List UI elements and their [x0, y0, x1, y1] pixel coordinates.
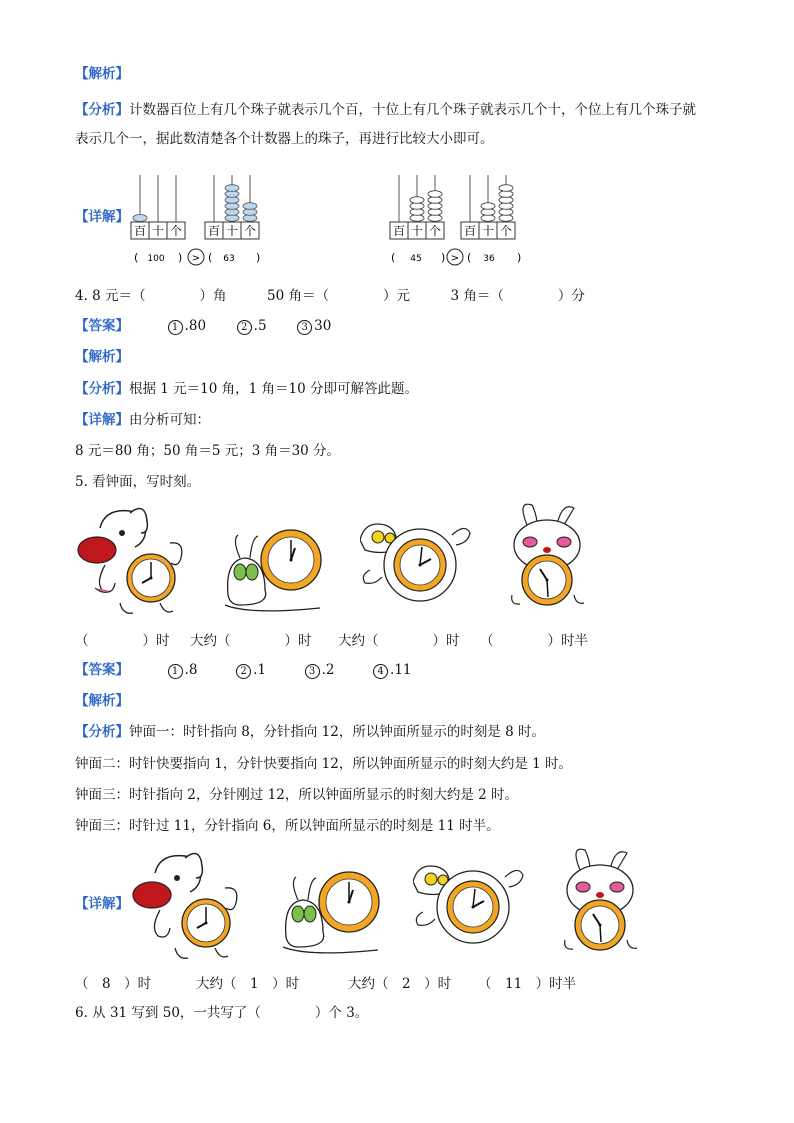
dog-clock-picture-2: [130, 848, 240, 963]
filled-clock-1: （ 8 ）时: [75, 976, 152, 992]
fenxi-tag: 【分析】: [75, 724, 129, 740]
question-5: 5. 看钟面，写时刻。: [75, 474, 201, 490]
abacus-63: [205, 175, 259, 239]
answer-value: 30: [314, 318, 332, 334]
svg-text:): ): [256, 251, 261, 264]
question-6: 6. 从 31 写到 50，一共写了（ ）个 3。: [75, 1005, 369, 1021]
abacus-comparison-1: [128, 170, 276, 270]
abacus-label-ge: 个: [428, 224, 442, 238]
answer-number: 1: [168, 664, 183, 679]
blank-clock-2: 大约（ ）时: [190, 633, 312, 649]
jiexi-tag-q3: 【解析】: [75, 66, 129, 82]
question-4: 4. 8 元＝（ ）角 50 角＝（ ）元 3 角＝（ ）分: [75, 288, 585, 304]
snail-clock-picture-2: [278, 862, 388, 962]
abacus-label-ge: 个: [499, 224, 513, 238]
xiangjie-q4: [75, 410, 210, 430]
abacus-label-ge: 个: [243, 224, 257, 238]
fenxi-q5-line1: [75, 722, 545, 742]
abacus-comparison-2: [385, 170, 533, 270]
fenxi-text: 根据 1 元＝10 角，1 角＝10 分即可解答此题。: [129, 381, 418, 397]
svg-text:): ): [178, 251, 183, 264]
jiexi-tag-q5: 【解析】: [75, 693, 129, 709]
abacus-36: [461, 175, 515, 239]
filled-clock-2: 大约（ 1 ）时: [196, 976, 300, 992]
compare-right-value: 36: [483, 254, 495, 264]
answer-tag: 【答案】: [75, 662, 129, 678]
answer-value: .8: [184, 662, 198, 678]
blank-clock-3: 大约（ ）时: [338, 633, 460, 649]
rabbit-clock-picture: [502, 500, 592, 610]
svg-text:): ): [441, 251, 446, 264]
comparison-row-1: [134, 249, 260, 265]
abacus-label-ge: 个: [169, 224, 183, 238]
abacus-45: [390, 175, 444, 239]
answer-number: 4: [373, 664, 388, 679]
answer-value: .2: [321, 662, 335, 678]
svg-text:(: (: [467, 251, 472, 264]
answer-value: .11: [390, 662, 412, 678]
blank-clock-4: （ ）时半: [480, 633, 588, 649]
fenxi-q3-line2: 表示几个一，据此数清楚各个计数器上的珠子，再进行比较大小即可。: [75, 131, 494, 147]
abacus-label-bai: 百: [133, 224, 147, 238]
answer-number: 3: [305, 664, 320, 679]
fenxi-text: 计数器百位上有几个珠子就表示几个百，十位上有几个珠子就表示几个十，个位上有几个珠子就: [129, 102, 696, 118]
abacus-label-shi: 十: [225, 224, 239, 238]
compare-left-value: 100: [147, 254, 165, 264]
answer-number: 2: [237, 320, 252, 335]
compare-right-value: 63: [223, 254, 235, 264]
fenxi-q5-line2: 钟面二：时针快要指向 1，分针快要指向 12，所以钟面所显示的时刻大约是 1 时。: [75, 756, 573, 772]
answer-value: .1: [253, 662, 266, 678]
blank-clock-1: （ ）时: [75, 633, 170, 649]
answer-number: 1: [168, 320, 183, 335]
xiangjie-tag-q5: 【详解】: [75, 896, 129, 912]
answer-tag: 【答案】: [75, 318, 129, 334]
rabbit-clock-picture-2: [555, 845, 645, 955]
fenxi-q4: [75, 379, 418, 399]
bird-clock-picture: [360, 515, 475, 610]
answer-value: .5: [253, 318, 267, 334]
xiangjie-text: 由分析可知：: [129, 412, 210, 428]
answer-number: 2: [236, 664, 251, 679]
fenxi-text: 钟面一：时针指向 8，分针指向 12，所以钟面所显示的时刻是 8 时。: [129, 724, 546, 740]
svg-text:(: (: [134, 251, 139, 264]
abacus-label-shi: 十: [151, 224, 165, 238]
dog-clock-picture: [75, 503, 185, 618]
abacus-100: [131, 175, 185, 239]
snail-clock-picture: [220, 520, 330, 620]
abacus-label-shi: 十: [481, 224, 495, 238]
answer-value: .80: [184, 318, 207, 334]
comparison-row-2: [391, 249, 521, 265]
compare-left-value: 45: [410, 254, 422, 264]
jiexi-tag-q4: 【解析】: [75, 349, 129, 365]
fenxi-q3-line1: [75, 100, 696, 120]
fenxi-tag: 【分析】: [75, 381, 129, 397]
fenxi-q5-line3: 钟面三：时针指向 2，分针刚过 12，所以钟面所显示的时刻大约是 2 时。: [75, 787, 519, 803]
filled-clock-3: 大约（ 2 ）时: [348, 976, 452, 992]
xiangjie-tag-q3: 【详解】: [75, 209, 129, 225]
compare-sign: >: [191, 253, 201, 264]
answer-q4: [75, 316, 331, 336]
svg-text:(: (: [391, 251, 396, 264]
abacus-label-bai: 百: [392, 224, 406, 238]
result-q4: 8 元＝80 角；50 角＝5 元；3 角＝30 分。: [75, 443, 341, 459]
svg-text:): ): [517, 251, 522, 264]
filled-clock-4: （ 11 ）时半: [478, 976, 577, 992]
xiangjie-tag: 【详解】: [75, 412, 129, 428]
abacus-label-bai: 百: [207, 224, 221, 238]
fenxi-q5-line4: 钟面三：时针过 11，分针指向 6，所以钟面所显示的时刻是 11 时半。: [75, 818, 500, 834]
bird-clock-picture-2: [413, 857, 528, 952]
svg-text:(: (: [208, 251, 213, 264]
answer-q5: [75, 660, 412, 680]
answer-number: 3: [297, 320, 312, 335]
fenxi-tag: 【分析】: [75, 102, 129, 118]
abacus-label-bai: 百: [463, 224, 477, 238]
abacus-label-shi: 十: [410, 224, 424, 238]
compare-sign: >: [450, 253, 460, 264]
